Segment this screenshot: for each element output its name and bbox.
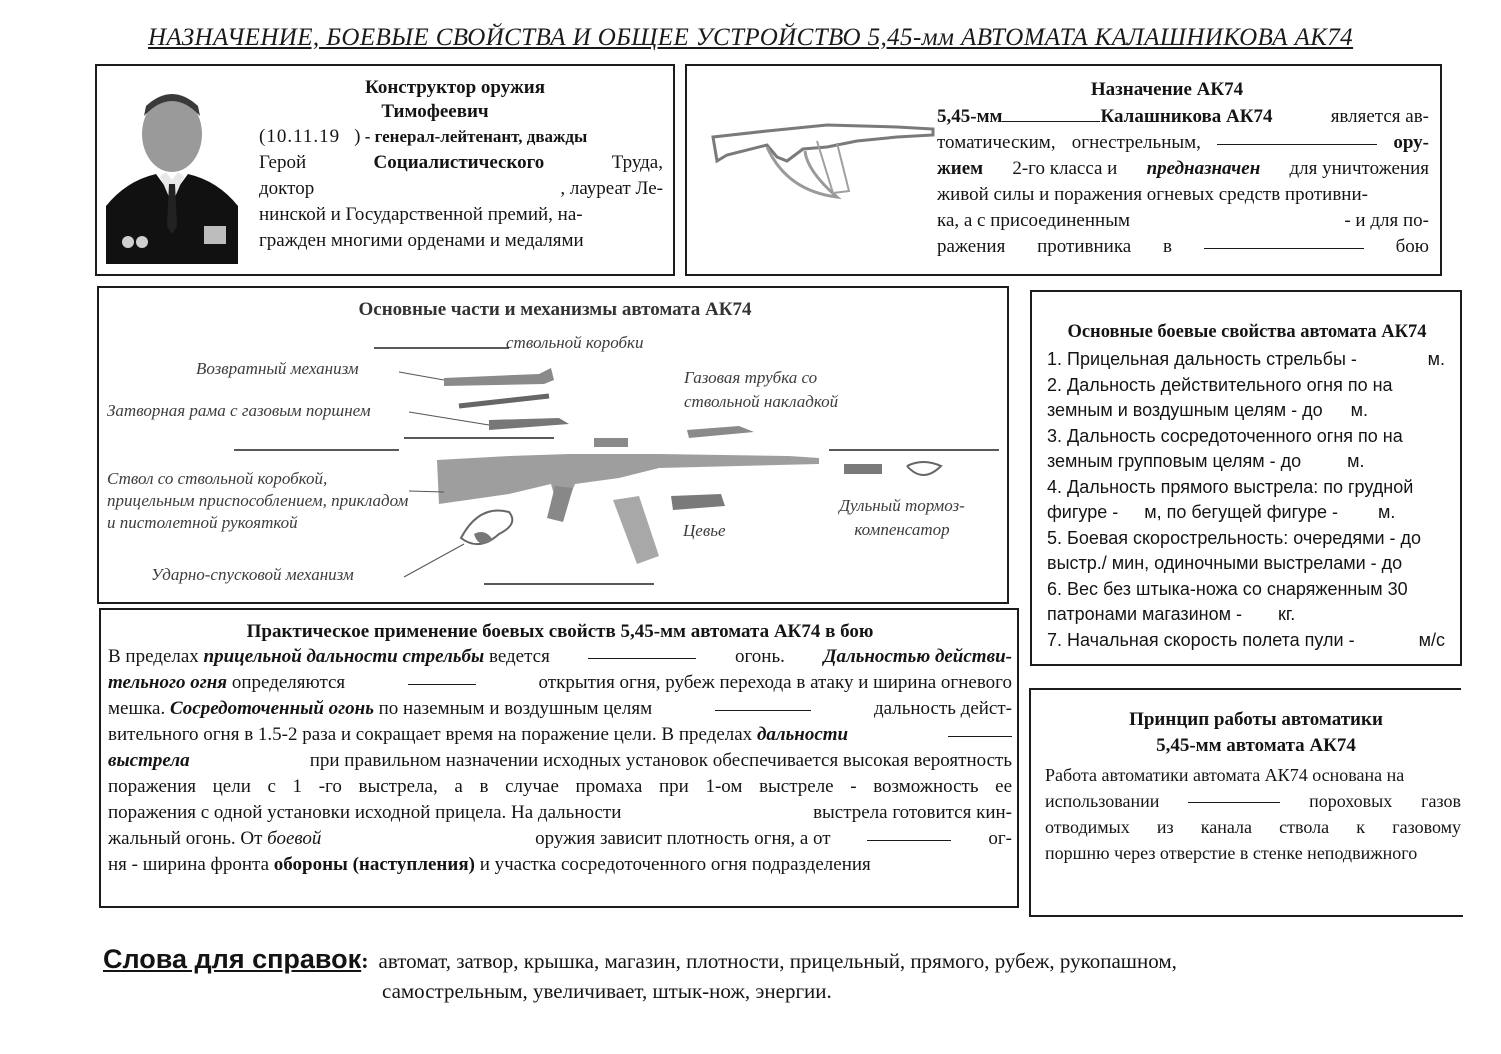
practice-heading: Практическое применение боевых свойств 5,45-мм автомата АК74 в бою: [246, 621, 874, 642]
label-receiver-cover: ствольной коробки: [506, 333, 644, 352]
practice-text: В пределах прицельной дальности стрельбы ведется огонь. Дальностью действи- тельного огня определяются открытия огня, рубеж перехода в атаку и ширина огневого мешка. Сосредоточенный огонь по наземным и воздушным целям дальность дейст- вительного огня в 1.5-2 раза и сокращает время на поражение цели. В пределах дальности выстрела при правильном назначении исходных установок обеспечивается высокая вероятность поражения цели с 1 -го выстрела, а в случае промаха при 1-ом выстреле - возможность ее поражения с одной установки исходной прицела. На дальности выстрела готовится кин- жальный огонь. От боевой оружия зависит плотность огня, а от ог- ня - ширина фронта обороны (наступления) и участка сосредоточенного огня подразделения: [108, 646, 1012, 875]
property-line: патронами магазином - кг.: [1047, 604, 1296, 624]
purpose-l4: живой силы и поражения огневых средств противни-: [937, 184, 1368, 205]
label-muzzle-brake: Дульный тормоз-компенсатор: [839, 496, 965, 539]
property-line: 4. Дальность прямого выстрела: по грудной: [1047, 476, 1414, 497]
purpose-l6d: бою: [1395, 236, 1429, 257]
label-barrel: Ствол со ствольной коробкой, прицельным приспособлением, прикладом и пистолетной рукояткой: [107, 469, 409, 532]
purpose-l1c: является ав-: [1330, 106, 1429, 127]
label-gas-tube: Газовая трубка со ствольной накладкой: [684, 368, 839, 411]
parts-box: [97, 286, 1009, 604]
practice-box: [99, 608, 1019, 908]
purpose-l1b: Калашникова АК74: [1100, 106, 1273, 127]
bio-l2b: Социалистического: [373, 152, 545, 173]
bio-l2c: Труда,: [611, 152, 663, 173]
portrait-image: [106, 76, 238, 264]
purpose-heading: Назначение АК74: [1090, 79, 1244, 100]
purpose-l5b: - и для по-: [1344, 210, 1429, 231]
bio-close: ): [354, 126, 361, 147]
property-line: выстр./ мин, одиночными выстрелами - до: [1047, 553, 1403, 573]
purpose-l2a: томатическим,: [937, 132, 1056, 153]
rifle-sketch-icon: [707, 101, 937, 211]
reference-section: Слова для справок: автомат, затвор, крышка, магазин, плотности, прицельный, прямого, рубеж, рукопашном, самострельным, увеличивает, штык-нож, энергии.: [103, 944, 1493, 1004]
designer-portrait: [106, 76, 238, 264]
label-handguard: Цевье: [683, 521, 726, 540]
designer-bio: [259, 124, 663, 254]
purpose-box: [685, 64, 1442, 276]
bio-l3a: доктор: [259, 178, 315, 199]
property-line: 7. Начальная скорость полета пули - м/с: [1047, 629, 1445, 650]
label-bolt-carrier: Затворная рама с газовым поршнем: [107, 401, 371, 420]
property-line: земным групповым целям - до м.: [1047, 451, 1365, 471]
principle-box: [1029, 688, 1461, 916]
principle-text: Работа автоматики автомата АК74 основана на использовании пороховых газов отводимых из канала ствола к газовому поршню через отверстие в стенке неподвижного: [1045, 765, 1461, 863]
properties-list: [1047, 347, 1457, 653]
property-line: 1. Прицельная дальность стрельбы - м.: [1047, 349, 1445, 369]
purpose-l3a: жием: [937, 158, 984, 179]
purpose-l2c: ору-: [1393, 132, 1429, 153]
purpose-l1a: 5,45-мм: [937, 106, 1003, 127]
properties-box: [1030, 290, 1462, 666]
bio-l4: нинской и Государственной премий, на-: [259, 204, 583, 225]
purpose-l3c: предназначен: [1146, 158, 1261, 179]
purpose-l6a: ражения: [937, 236, 1006, 257]
label-return-mechanism: Возвратный механизм: [196, 359, 359, 378]
bio-rank: - генерал-лейтенант, дважды: [360, 127, 588, 146]
purpose-l6c: в: [1163, 236, 1172, 257]
purpose-l3d: для уничтожения: [1289, 158, 1429, 179]
bio-l3b: , лауреат Ле-: [560, 178, 663, 199]
purpose-l3b: 2-го класса и: [1012, 158, 1118, 179]
principle-heading-1: Принцип работы автоматики: [1129, 709, 1383, 730]
reference-line-2: самострельным, увеличивает, штык-нож, энергии.: [382, 979, 832, 1003]
property-line: 3. Дальность сосредоточенного огня по на: [1047, 425, 1403, 446]
property-line: 2. Дальность действительного огня по на: [1047, 374, 1393, 395]
purpose-l2b: огнестрельным,: [1071, 132, 1201, 153]
designer-box: [95, 64, 675, 276]
property-line: 5. Боевая скорострельность: очередями - до: [1047, 527, 1422, 548]
parts-heading: Основные части и механизмы автомата АК74: [358, 299, 752, 320]
page-title: НАЗНАЧЕНИЕ, БОЕВЫЕ СВОЙСТВА И ОБЩЕЕ УСТРОЙСТВО 5,45-мм АВТОМАТА КАЛАШНИКОВА АК74: [147, 24, 1354, 51]
bio-l2a: Герой: [259, 152, 307, 173]
label-trigger-mechanism: Ударно-спусковой механизм: [151, 565, 354, 584]
property-line: фигуре - м, по бегущей фигуре - м.: [1047, 502, 1396, 522]
designer-heading: Конструктор оружия: [364, 77, 545, 98]
purpose-l6b: противника: [1037, 236, 1132, 257]
reference-heading: Слова для справок: [103, 944, 362, 974]
reference-line-1: автомат, затвор, крышка, магазин, плотности, прицельный, прямого, рубеж, рукопашном,: [378, 949, 1177, 973]
property-line: земным и воздушным целям - до м.: [1047, 400, 1369, 420]
bio-l5: гражден многими орденами и медалями: [259, 230, 584, 251]
principle-heading-2: 5,45-мм автомата АК74: [1156, 735, 1356, 756]
properties-heading: Основные боевые свойства автомата АК74: [1067, 322, 1427, 342]
principle-bottom-line: [1029, 915, 1463, 917]
property-line: 6. Вес без штыка-ножа со снаряженным 30: [1047, 578, 1408, 599]
purpose-l5a: ка, а с присоединенным: [937, 210, 1130, 231]
purpose-text: [937, 104, 1429, 260]
designer-subheading: Тимофеевич: [381, 101, 489, 122]
bio-dates: (10.11.19: [259, 126, 341, 147]
